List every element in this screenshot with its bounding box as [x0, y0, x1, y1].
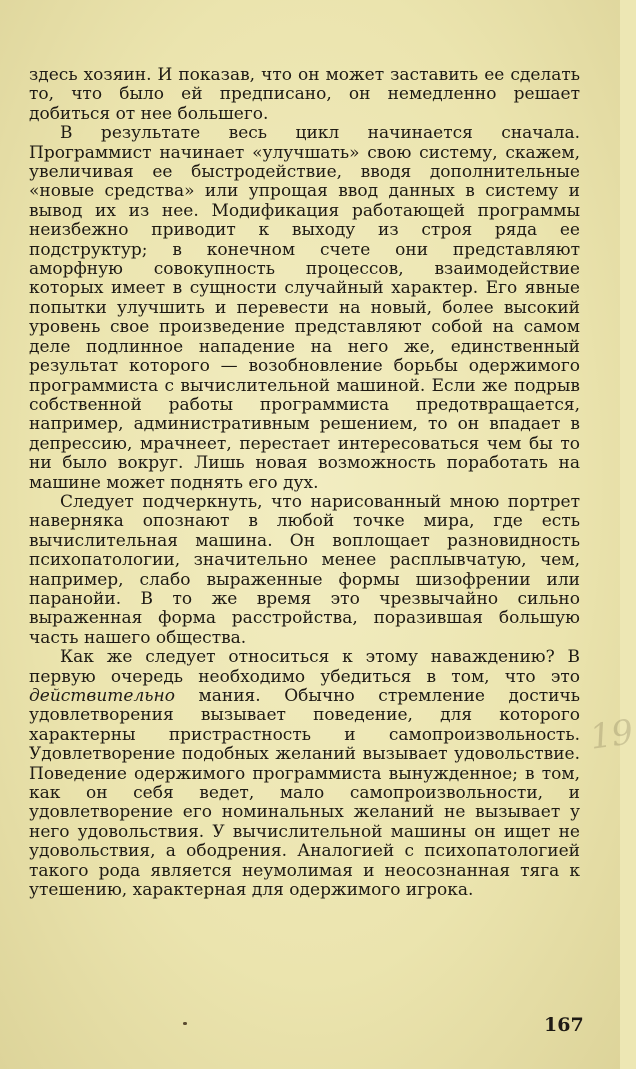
- page-number: 167: [544, 1014, 584, 1036]
- paragraph-4: [29, 648, 580, 900]
- paragraph-4-text-after: мания. Обычно стремление достичь удовлетворения вызывает поведение, для которого характерны пристрастность и самопроизвольность. Удовлетворение подобных желаний вызывает удовольствие. Поведение одержимого программиста вынужденное; в том, как он себя ведет, мало самопроизвольности, и удовлетворение его номинальных желаний не вызывает у него удовольствия. У вычислительной машины он ищет не удовольствия, а ободрения. Аналогией с психопатологией такого рода является неумолимая и неосознанная тяга к утешению, характерная для одержимого игрока.: [29, 686, 580, 901]
- faint-margin-number: 19: [587, 712, 636, 758]
- paragraph-2: В результате весь цикл начинается сначала. Программист начинает «улучшать» свою систему, скажем, увеличивая ее быстродействие, вводя дополнительные «новые средства» или упрощая ввод данных в систему и вывод их из нее. Модификация работающей программы неизбежно приводит к выходу из строя ряда ее подструктур; в конечном счете они представляют аморфную совокупность процессов, взаимодействие которых имеет в сущности случайный характер. Его явные попытки улучшить и перевести на новый, более высокий уровень свое произведение представляют собой на самом деле подлинное нападение на него же, единственный результат которого — возобновление борьбы одержимого программиста с вычислительной машиной. Если же подрыв собственной работы программиста предотвращается, например, административным решением, то он впадает в депрессию, мрачнеет, перестает интересоваться чем бы то ни было вокруг. Лишь новая возможность поработать на машине может поднять его дух.: [29, 123, 580, 493]
- body-text: [29, 66, 580, 900]
- paragraph-4-emphasis: действительно: [29, 686, 175, 706]
- ink-speck: [183, 1022, 187, 1025]
- paragraph-3: Следует подчеркнуть, что нарисованный мною портрет наверняка опознают в любой точке мира, где есть вычислительная машина. Он воплощает разновидность психопатологии, значительно менее расплывчатую, чем, например, слабо выраженные формы шизофрении или паранойи. В то же время это чрезвычайно сильно выраженная форма расстройства, поразившая большую часть нашего общества.: [29, 491, 580, 648]
- paragraph-4-text-before: Как же следует относиться к этому наваждению? В первую очередь необходимо убедиться в том, что это: [29, 647, 580, 687]
- paragraph-1: здесь хозяин. И показав, что он может заставить ее сделать то, что было ей предписано, он немедленно решает добиться от нее большего.: [29, 65, 580, 124]
